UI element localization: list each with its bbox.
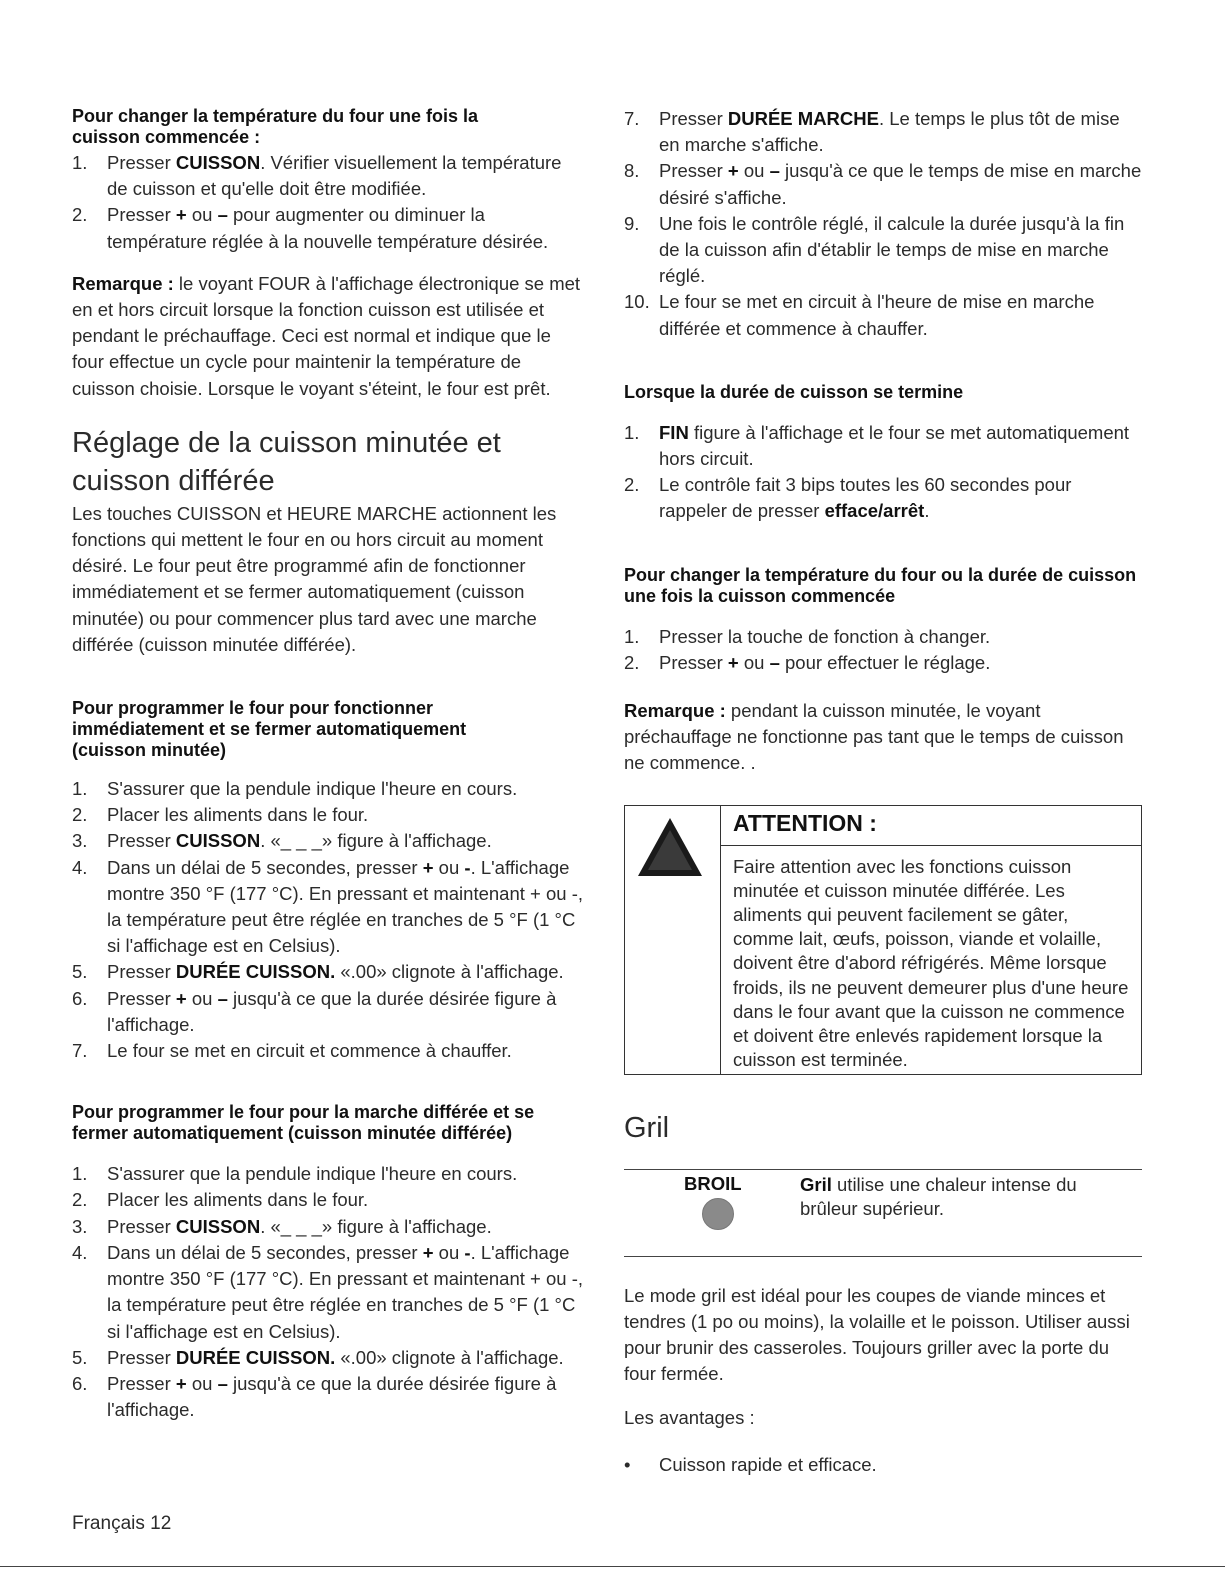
list-item-number: 8. <box>624 160 640 182</box>
list-item <box>72 1161 587 1187</box>
list-item-text: . «_ _ _» figure à l'affichage. <box>260 1215 492 1237</box>
list-item-bold: – <box>769 160 780 182</box>
list-item-number: 2. <box>72 1189 88 1211</box>
list-item <box>624 472 1142 524</box>
list-delayed-cook <box>72 1161 587 1423</box>
attention-content <box>721 806 1141 1074</box>
attention-icon-cell <box>625 806 721 1074</box>
list-item <box>72 1371 587 1423</box>
list-item-number: 1. <box>72 1163 88 1185</box>
advantages-label: Les avantages : <box>624 1407 755 1429</box>
list-item-text: Presser <box>107 204 176 226</box>
list-item <box>72 855 587 960</box>
gril-title: Gril <box>624 1111 670 1144</box>
list-item <box>624 158 1142 210</box>
list-item <box>72 802 587 828</box>
bottom-rule <box>0 1566 1225 1567</box>
list-item-text: Le contrôle fait 3 bips toutes les 60 secondes pour rappeler de presser <box>659 474 1072 522</box>
list-item-text: ou <box>186 987 218 1009</box>
list-item-text: figure à l'affichage et le four se met automatiquement hors circuit. <box>659 421 1130 470</box>
list-item-text: . Le temps le plus tôt de mise en marche s'affiche. <box>659 108 1120 156</box>
list-item <box>72 1038 587 1064</box>
list-item-bold: – <box>217 987 228 1009</box>
list-item <box>72 150 587 202</box>
remark-text: le voyant FOUR à l'affichage électronique se met en et hors circuit lorsque la fonction cuisson est utilisée et pendant le préchauffage. Ceci est normal et indique que le four effectue un cycle pour maintenir la température de cuisson choisie. Lorsque le voyant s'éteint, le four est prêt. <box>72 272 581 399</box>
list-item-bold: CUISSON <box>175 1215 261 1237</box>
list-item-text: ou <box>738 651 770 673</box>
list-item <box>72 1214 587 1240</box>
list-item-text: ou <box>186 204 218 226</box>
right-column <box>624 106 1142 1478</box>
subheading-change-temp-duration: Pour changer la température du four ou la durée de cuisson une fois la cuisson commencée <box>624 564 1137 606</box>
list-item-bold: + <box>727 651 739 673</box>
list-item-number: 2. <box>72 204 88 226</box>
list-delayed-cook-continued <box>624 106 1142 342</box>
advantage-item <box>624 1452 1142 1478</box>
list-item-number: 7. <box>624 108 640 129</box>
list-item-bold: + <box>422 1241 434 1263</box>
list-item-text: . «_ _ _» figure à l'affichage. <box>260 830 492 852</box>
list-item-bold: + <box>175 987 187 1009</box>
list-item <box>624 420 1142 472</box>
list-change-temp <box>72 150 587 255</box>
page-footer: Français 12 <box>72 1513 172 1534</box>
list-change-temp-duration <box>624 624 1142 676</box>
list-item-bold: + <box>175 204 187 226</box>
advantage-text: Cuisson rapide et efficace. <box>659 1453 877 1475</box>
remark-paragraph-right <box>624 698 1142 777</box>
list-item-text: Presser <box>659 160 728 182</box>
list-item-bold: + <box>175 1372 187 1394</box>
remark-label-right: Remarque : <box>624 700 726 722</box>
broil-text: utilise une chaleur intense du brûleur supérieur. <box>800 1173 1077 1220</box>
list-item-text: Placer les aliments dans le four. <box>107 1189 369 1211</box>
list-item-text: Presser <box>659 108 728 129</box>
list-item-text: Le four se met en circuit et commence à chauffer. <box>107 1040 512 1062</box>
remark-text-right: pendant la cuisson minutée, le voyant préchauffage ne fonctionne pas tant que le temps de cuisson ne commence. . <box>624 700 1124 774</box>
broil-description <box>800 1173 1130 1222</box>
broil-bold-label: Gril <box>800 1173 832 1195</box>
list-item-text: Presser <box>107 987 176 1009</box>
list-item <box>72 1187 587 1213</box>
list-item-bold: DURÉE MARCHE <box>727 108 879 129</box>
list-item-text: «.00» clignote à l'affichage. <box>335 961 564 983</box>
list-item-number: 6. <box>72 1372 88 1394</box>
remark-label: Remarque : <box>72 272 174 294</box>
list-item-text: jusqu'à ce que le temps de mise en marche désiré s'affiche. <box>659 160 1142 208</box>
list-item-text: pour augmenter ou diminuer la température réglée à la nouvelle température désirée. <box>107 204 549 252</box>
list-item <box>624 650 1142 676</box>
list-item-text: . L'affichage montre 350 °F (177 °C). En pressant et maintenant + ou -, la température peut être réglée en tranches de 5 °F (1 °C si l'affichage est en Celsius). <box>107 856 583 957</box>
list-item-text: jusqu'à ce que la durée désirée figure à l'affichage. <box>107 987 557 1035</box>
list-item-bold: efface/arrêt <box>824 500 925 522</box>
list-item-number: 2. <box>624 474 640 496</box>
list-item-bold: CUISSON <box>175 152 261 173</box>
list-timed-cook <box>72 776 587 1064</box>
list-item-number: 2. <box>72 804 88 826</box>
section-intro: Les touches CUISSON et HEURE MARCHE actionnent les fonctions qui mettent le four en ou hors circuit au moment désiré. Le four peut être programmé afin de fonctionner immédiatement et se fermer automatiquement (cuisson minutée) ou pour commencer plus tard avec une marche différée (cuisson minutée différée). <box>72 502 557 655</box>
list-item-text: ou <box>433 1241 465 1263</box>
list-item-text: jusqu'à ce que la durée désirée figure à l'affichage. <box>107 1372 557 1421</box>
list-item-number: 6. <box>72 987 88 1009</box>
list-item-text: S'assurer que la pendule indique l'heure en cours. <box>107 1163 518 1185</box>
list-item-text: S'assurer que la pendule indique l'heure en cours. <box>107 778 518 800</box>
list-item <box>72 776 587 802</box>
list-item <box>72 986 587 1038</box>
list-item-text: . L'affichage montre 350 °F (177 °C). En pressant et maintenant + ou -, la température peut être réglée en tranches de 5 °F (1 °C si l'affichage est en Celsius). <box>107 1241 583 1342</box>
list-item-bold: – <box>217 1372 228 1394</box>
attention-box <box>624 805 1142 1075</box>
list-item-text: pour effectuer le réglage. <box>779 651 991 673</box>
list-item <box>72 202 587 254</box>
list-item <box>72 1345 587 1371</box>
list-item-text: Une fois le contrôle réglé, il calcule la durée jusqu'à la fin de la cuisson afin d'établir le temps de mise en marche réglé. <box>659 212 1125 287</box>
list-item-bold: FIN <box>659 421 689 443</box>
subheading-delayed-cook: Pour programmer le four pour la marche différée et se fermer automatiquement (cuisson minutée différée) <box>72 1102 535 1144</box>
broil-key-label: BROIL <box>684 1172 742 1194</box>
list-item <box>624 211 1142 290</box>
list-item-bold: - <box>464 1241 471 1263</box>
list-item-text: Presser <box>107 961 176 983</box>
list-item <box>624 624 1142 650</box>
broil-panel <box>624 1169 1142 1257</box>
list-item-number: 4. <box>72 1241 88 1263</box>
list-item-bold: DURÉE CUISSON. <box>175 1346 336 1368</box>
list-item-text: Presser la touche de fonction à changer. <box>659 625 991 647</box>
list-item-bold: DURÉE CUISSON. <box>175 961 336 983</box>
section-title: Réglage de la cuisson minutée et cuisson différée <box>72 426 501 497</box>
list-item-number: 3. <box>72 1215 88 1237</box>
list-item-text: Presser <box>107 1372 176 1394</box>
list-item-text: Le four se met en circuit à l'heure de mise en marche différée et commence à chauffer. <box>659 291 1095 339</box>
list-item <box>624 106 1142 158</box>
subheading-change-temp: Pour changer la température du four une fois la cuisson commencée : <box>72 106 479 147</box>
list-item-text: Presser <box>107 1215 176 1237</box>
list-item-number: 9. <box>624 212 640 234</box>
list-item-number: 1. <box>72 152 88 173</box>
subheading-timed-cook: Pour programmer le four pour fonctionner immédiatement et se fermer automatiquement (cuisson minutée) <box>72 698 467 761</box>
subheading-cook-end: Lorsque la durée de cuisson se termine <box>624 381 964 402</box>
list-item-text: ou <box>186 1372 218 1394</box>
list-item-text: Dans un délai de 5 secondes, presser <box>107 856 423 878</box>
list-item-text: Placer les aliments dans le four. <box>107 804 369 826</box>
list-item-text: Presser <box>107 830 176 852</box>
list-item-number: 5. <box>72 1346 88 1368</box>
list-item-number: 5. <box>72 961 88 983</box>
list-item <box>72 959 587 985</box>
list-item-bold: + <box>727 160 739 182</box>
attention-text: Faire attention avec les fonctions cuisson minutée et cuisson minutée différée. Les aliments qui peuvent facilement se gâter, comme lait, œufs, poisson, viande et volaille, doivent être d'abord réfrigérés. Même lorsque froids, ils ne peuvent demeurer plus d'une heure dans le four avant que la cuisson ne commence et doivent être enlevés rapidement lorsque la cuisson est terminée. <box>733 855 1129 1071</box>
bullet-icon: • <box>624 1453 631 1475</box>
left-column <box>72 106 587 1423</box>
list-cook-end <box>624 420 1142 525</box>
warning-triangle-icon <box>636 816 704 878</box>
list-item-bold: + <box>422 856 434 878</box>
list-item-bold: – <box>217 204 228 226</box>
list-item-number: 2. <box>624 651 640 673</box>
list-item-number: 1. <box>624 625 640 647</box>
list-item-number: 4. <box>72 856 88 878</box>
list-item-bold: – <box>769 651 780 673</box>
list-item-number: 1. <box>72 778 88 800</box>
gril-paragraph: Le mode gril est idéal pour les coupes de viande minces et tendres (1 po ou moins), la volaille et le poisson. Utiliser aussi pour brunir des casseroles. Toujours griller avec la porte du four fermée. <box>624 1284 1130 1385</box>
broil-key-icon <box>702 1198 734 1230</box>
list-item-text: Presser <box>659 651 728 673</box>
list-item <box>72 828 587 854</box>
list-item <box>72 1240 587 1345</box>
list-item-number: 10. <box>624 291 650 313</box>
attention-title: ATTENTION : <box>721 806 1141 846</box>
list-item-number: 1. <box>624 421 640 443</box>
list-item-bold: - <box>464 856 471 878</box>
list-item-text: Presser <box>107 1346 176 1368</box>
list-item-text: «.00» clignote à l'affichage. <box>335 1346 564 1368</box>
list-item-text: Presser <box>107 152 176 173</box>
list-item-text: ou <box>738 160 770 182</box>
list-item-text: . <box>924 500 930 522</box>
list-item-number: 3. <box>72 830 88 852</box>
list-item-text: ou <box>433 856 465 878</box>
list-item-bold: CUISSON <box>175 830 261 852</box>
list-item-text: . Vérifier visuellement la température de cuisson et qu'elle doit être modifiée. <box>107 152 562 200</box>
remark-paragraph <box>72 271 587 402</box>
list-item <box>624 289 1142 341</box>
list-item-number: 7. <box>72 1040 88 1062</box>
list-item-text: Dans un délai de 5 secondes, presser <box>107 1241 423 1263</box>
